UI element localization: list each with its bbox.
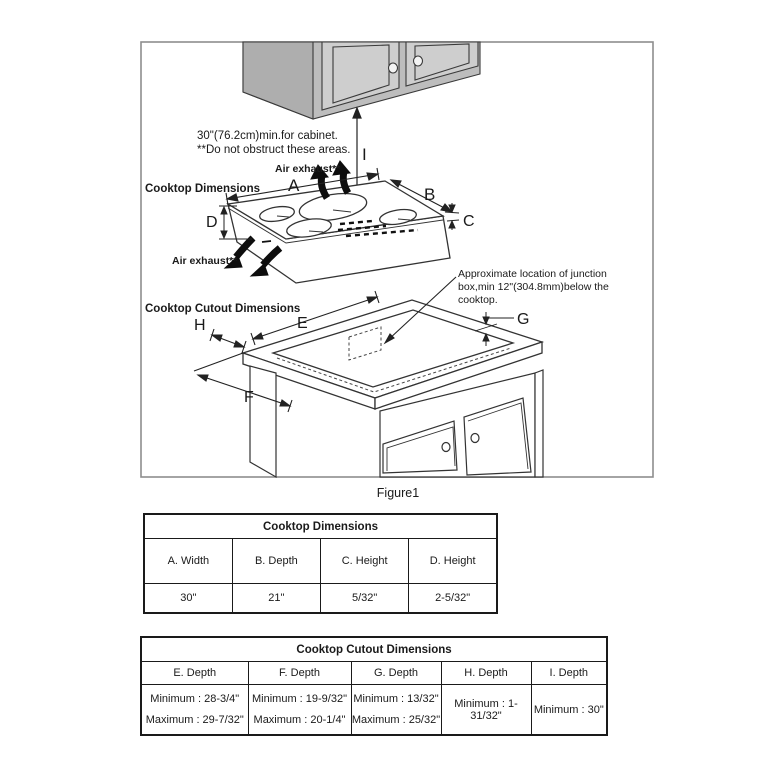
dim-label-e: E [297,315,308,332]
value-i-depth: Minimum : 30" [531,685,607,736]
base-knob-right [471,434,479,443]
dim-label-g: G [517,311,530,328]
junction-note-line3: cooktop. [458,294,498,306]
value-g-min: Minimum : 13/32" [353,692,439,705]
value-g-max: Maximum : 25/32" [351,713,441,726]
air-exhaust-top-label: Air exhaust** [275,163,341,175]
col-header-e-depth: E. Depth [141,662,248,685]
col-header-c-height: C. Height [321,539,409,584]
value-g-depth [351,685,441,736]
value-f-depth [248,685,351,736]
value-d-height: 2-5/32" [409,584,497,614]
value-h-depth: Minimum : 1-31/32" [441,685,531,736]
col-header-g-depth: G. Depth [351,662,441,685]
base-cabinet-left-panel [250,366,276,477]
figure-caption: Figure1 [376,486,420,500]
value-c-height: 5/32" [321,584,409,614]
value-f-max: Maximum : 20-1/4" [253,713,346,726]
cutout-dimensions-label: Cooktop Cutout Dimensions [145,303,301,315]
junction-note-line2: box,min 12"(304.8mm)below the [458,281,609,293]
cooktop-dimensions-table [143,513,498,614]
cabinet-knob-right [414,56,423,66]
value-f-min: Minimum : 19-9/32" [252,692,347,705]
table-title: Cooktop Dimensions [144,514,497,539]
dim-label-a: A [288,176,300,195]
dim-label-i: I [362,145,367,164]
cutout-dimensions-table [140,636,606,736]
col-header-d-height: D. Height [409,539,497,584]
col-header-h-depth: H. Depth [441,662,531,685]
base-knob-left [442,443,450,452]
dim-label-f: F [244,389,254,406]
col-header-i-depth: I. Depth [531,662,607,685]
cooktop-dimensions-label: Cooktop Dimensions [145,183,261,195]
clearance-note-line1: 30"(76.2cm)min.for cabinet. [197,130,338,142]
cabinet-knob-left [389,63,398,73]
dimension-h [210,329,246,353]
col-header-f-depth: F. Depth [248,662,351,685]
dim-label-b: B [424,185,436,204]
value-e-min: Minimum : 28-3/4" [150,692,240,705]
clearance-note-line2: **Do not obstruct these areas. [197,144,351,156]
air-exhaust-bottom-label: Air exhaust** [172,255,238,267]
col-header-b-depth: B. Depth [232,539,320,584]
wall-cabinet [243,42,480,119]
dim-label-c: C [463,213,475,230]
value-a-width: 30" [144,584,232,614]
value-b-depth: 21" [232,584,320,614]
table-title: Cooktop Cutout Dimensions [141,637,607,662]
value-e-depth [141,685,248,736]
junction-note-line1: Approximate location of junction [458,268,607,280]
value-e-max: Maximum : 29-7/32" [145,713,244,726]
col-header-a-width: A. Width [144,539,232,584]
dim-label-d: D [206,214,218,231]
dim-label-h: H [194,317,206,334]
